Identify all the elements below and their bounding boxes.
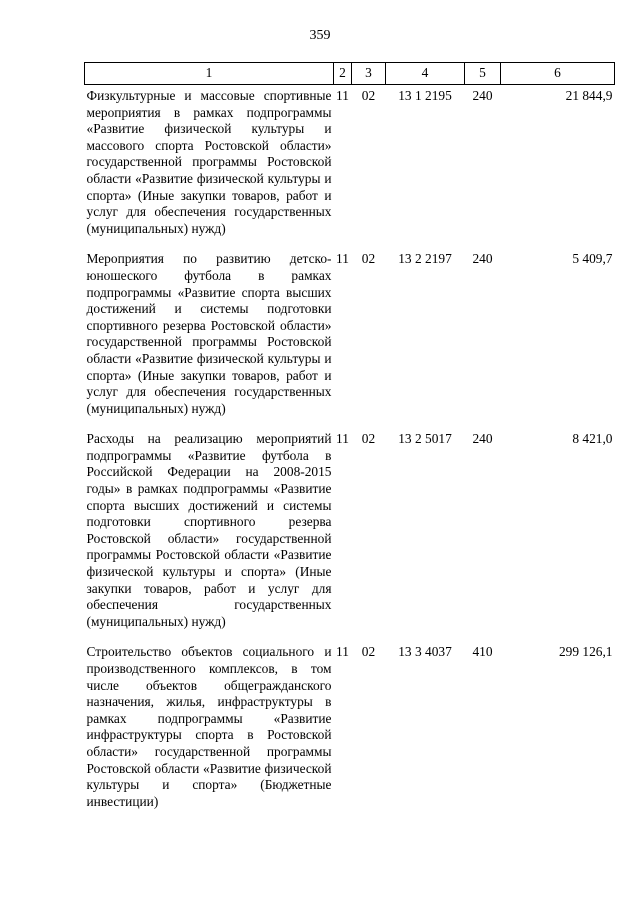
budget-table: [84, 62, 615, 821]
row-description: Строительство объектов социального и производственного комплексов, в том числе объектов общегражданского назначения, жилья, инфраструктуры в рамках подпрограммы «Развитие инфраструктуры спорта в Ростовской области» государственной программы Ростовской области «Развитие физической культуры и спорта» (Бюджетные инвестиции): [86, 644, 332, 809]
row-description: Физкультурные и массовые спортивные мероприятия в рамках подпрограммы «Развитие физической культуры и массового спорта Ростовской области» государственной программы Ростовской области «Развитие физической культуры и спорта» (Иные закупки товаров, работ и услуг для обеспечения государственных (муниципальных) нужд): [86, 88, 332, 236]
row-expense-type: 240: [472, 251, 493, 267]
table-row: [85, 641, 615, 821]
row-subsection: 02: [361, 644, 376, 660]
row-amount: 21 844,9: [565, 88, 613, 103]
row-target-article: 13 2 2197: [398, 251, 452, 267]
header-row: [85, 63, 615, 85]
table-row: [85, 428, 615, 641]
row-subsection: 02: [361, 251, 376, 267]
page-number: 359: [309, 28, 331, 43]
row-expense-type: 240: [472, 431, 493, 447]
row-amount: 5 409,7: [572, 251, 613, 267]
column-header-4: 4: [386, 63, 465, 85]
row-subsection: 02: [361, 88, 376, 103]
row-target-article: 13 3 4037: [398, 644, 452, 660]
column-header-6: 6: [501, 63, 615, 85]
column-header-2: 2: [334, 63, 352, 85]
row-amount: 299 126,1: [558, 644, 613, 660]
table-row: [85, 85, 615, 249]
row-section: 11: [336, 88, 349, 103]
row-expense-type: 240: [472, 88, 493, 103]
column-header-5: 5: [465, 63, 501, 85]
column-header-3: 3: [352, 63, 386, 85]
table-row: [85, 248, 615, 428]
row-description: Мероприятия по развитию детско-юношеского футбола в рамках подпрограммы «Развитие спорта высших достижений и системы подготовки спортивного резерва Ростовской области» государственной программы Ростовской области «Развитие физической культуры и спорта» (Иные закупки товаров, работ и услуг для обеспечения государственных (муниципальных) нужд): [86, 251, 332, 416]
row-target-article: 13 2 5017: [398, 431, 452, 447]
row-section: 11: [336, 644, 349, 660]
row-target-article: 13 1 2195: [398, 88, 452, 103]
row-section: 11: [336, 251, 349, 267]
row-expense-type: 410: [472, 644, 493, 660]
row-amount: 8 421,0: [572, 431, 613, 447]
row-subsection: 02: [361, 431, 376, 447]
row-section: 11: [336, 431, 349, 447]
column-header-1: 1: [85, 63, 334, 85]
row-description: Расходы на реализацию мероприятий подпрограммы «Развитие футбола в Российской Федерации на 2008-2015 годы» в рамках подпрограммы «Развитие спорта высших достижений и системы подготовки спортивного резерва Ростовской области» государственной программы Ростовской области «Развитие физической культуры и спорта» (Иные закупки товаров, работ и услуг для обеспечения государственных (муниципальных) нужд): [86, 431, 332, 629]
